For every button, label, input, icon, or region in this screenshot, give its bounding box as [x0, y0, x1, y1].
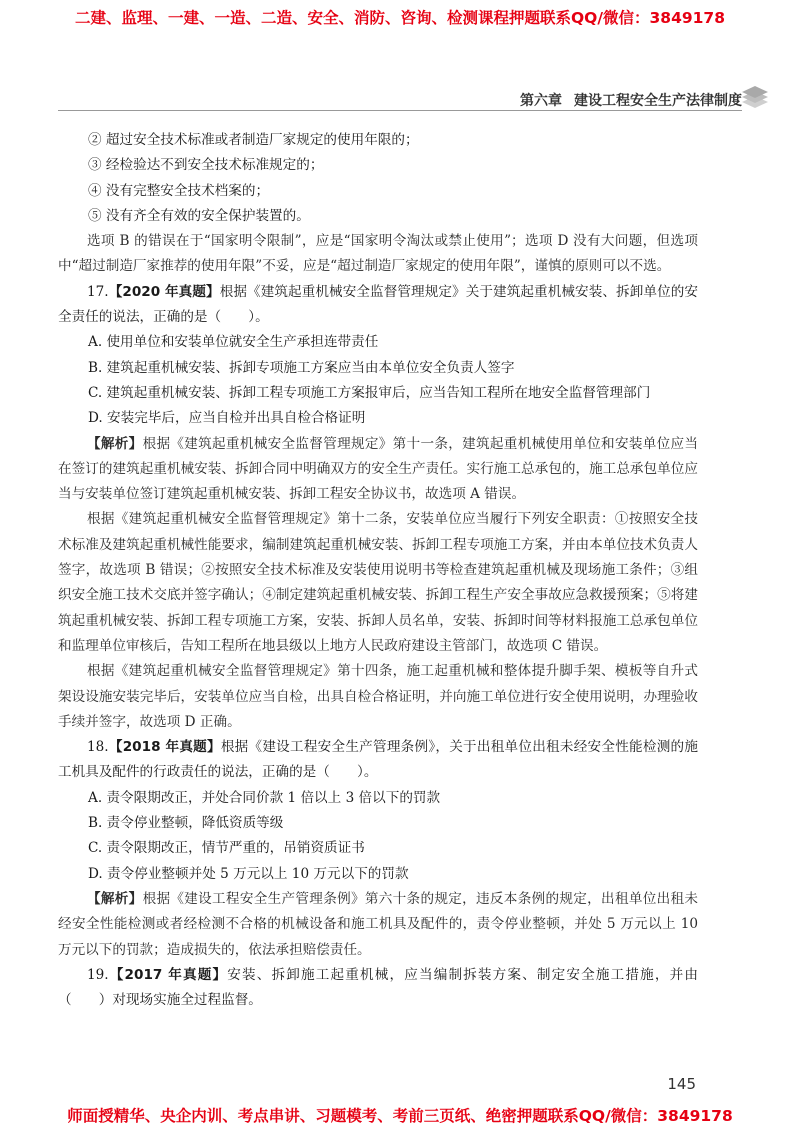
- question-text: 根据《建筑起重机械安全监督管理规定》关于建筑起重机械安装、拆卸单位的安全责任的说法，正确的是（ ）。: [58, 283, 698, 326]
- question-number: 18.: [87, 739, 109, 756]
- question-number: 19.: [87, 966, 109, 983]
- year-tag: 【2017 年真题】: [108, 966, 228, 983]
- list-item: ② 超过安全技术标准或者制造厂家规定的使用年限的；: [88, 132, 419, 148]
- list-item: ⑤ 没有齐全有效的安全保护装置的。: [88, 207, 310, 224]
- option-d: D. 责令停业整顿并处 5 万元以上 10 万元以下的罚款: [88, 865, 409, 882]
- question-18: [58, 735, 698, 786]
- option-c: C. 建筑起重机械安装、拆卸工程专项施工方案报审后，应当告知工程所在地安全监督管理部门: [88, 384, 651, 401]
- question-text: 根据《建设工程安全生产管理条例》，关于出租单位出租未经安全性能检测的施工机具及配件的行政责任的说法，正确的是（ ）。: [58, 739, 698, 781]
- analysis-17-part1: [58, 432, 698, 508]
- year-tag: 【2018 年真题】: [108, 739, 221, 756]
- option-c: C. 责令限期改正，情节严重的，吊销资质证书: [88, 840, 365, 857]
- option-a: A. 责令限期改正，并处合同价款 1 倍以上 3 倍以下的罚款: [88, 789, 441, 806]
- question-17: [58, 280, 698, 331]
- year-tag: 【2020 年真题】: [108, 283, 220, 300]
- page-content: [58, 128, 698, 1013]
- option-b-note: 选项 B 的错误在于“国家明令限制”，应是“国家明令淘汰或禁止使用”；选项 D 没有大问题，但选项中“超过制造厂家推荐的使用年限”不妥，应是“超过制造厂家规定的使用年限”，谨慎的原则可以不选。: [58, 233, 698, 275]
- analysis-18: [58, 887, 698, 963]
- analysis-17-part3: 根据《建筑起重机械安全监督管理规定》第十四条，施工起重机械和整体提升脚手架、模板等自升式架设设施安装完毕后，安装单位应当自检，出具自检合格证明，并向施工单位进行安全使用说明，办理验收手续并签字，故选项 D 正确。: [58, 663, 698, 730]
- list-item: ③ 经检验达不到安全技术标准规定的；: [88, 157, 324, 174]
- list-item: ④ 没有完整安全技术档案的；: [88, 182, 270, 199]
- header-rule: [58, 110, 742, 111]
- question-19: [58, 963, 698, 1014]
- option-a: A. 使用单位和安装单位就安全生产承担连带责任: [88, 334, 379, 351]
- chapter-title: 建设工程安全生产法律制度: [574, 93, 742, 109]
- top-ad-banner: 二建、监理、一建、一造、二造、安全、消防、咨询、检测课程押题联系QQ/微信：3849178: [74, 9, 725, 27]
- question-number: 17.: [87, 283, 109, 300]
- page-number: 145: [667, 1075, 696, 1093]
- analysis-17-part2: 根据《建筑起重机械安全监督管理规定》第十二条，安装单位应当履行下列安全职责：①按照安全技术标准及建筑起重机械性能要求，编制建筑起重机械安装、拆卸工程专项施工方案，并由本单位技术负责人签字，故选项 B 错误；②按照安全技术标准及安装使用说明书等检查建筑起重机械及现场施工条件；③组织安全施工技术交底并签字确认；④制定建筑起重机械安装、拆卸工程生产安全事故应急救援预案；⑤将建筑起重机械安装、拆卸工程专项施工方案，安装、拆卸人员名单，安装、拆卸时间等材料报施工总承包单位和监理单位审核后，告知工程所在地县级以上地方人民政府建设主管部门，故选项 C 错误。: [58, 511, 698, 654]
- analysis-text: 根据《建筑起重机械安全监督管理规定》第十一条，建筑起重机械使用单位和安装单位应当在签订的建筑起重机械安装、拆卸合同中明确双方的安全生产责任。实行施工总承包的，施工总承包单位应当与安装单位签订建筑起重机械安装、拆卸工程安全协议书，故选项 A 错误。: [58, 435, 699, 503]
- book-stack-icon: [740, 84, 770, 110]
- question-text: 安装、拆卸施工起重机械，应当编制拆装方案、制定安全施工措施，并由（ ）对现场实施全过程监督。: [58, 966, 698, 1009]
- bottom-ad-banner: 师面授精华、央企内训、考点串讲、习题模考、考前三页纸、绝密押题联系QQ/微信：3849178: [67, 1107, 733, 1125]
- option-d: D. 安装完毕后，应当自检并出具自检合格证明: [88, 410, 366, 427]
- analysis-label: 【解析】: [87, 890, 143, 907]
- chapter-header: [520, 90, 742, 110]
- analysis-text: 根据《建设工程安全生产管理条例》第六十条的规定，违反本条例的规定，出租单位出租未经安全性能检测或者经检测不合格的机械设备和施工机具及配件的，责令停业整顿，并处 5 万元以上 10 万元以下的罚款；造成损失的，依法承担赔偿责任。: [58, 890, 699, 958]
- chapter-number: 第六章: [520, 93, 562, 109]
- analysis-label: 【解析】: [87, 435, 143, 452]
- option-b: B. 责令停业整顿，降低资质等级: [88, 815, 284, 832]
- option-b: B. 建筑起重机械安装、拆卸专项施工方案应当由本单位安全负责人签字: [88, 359, 515, 376]
